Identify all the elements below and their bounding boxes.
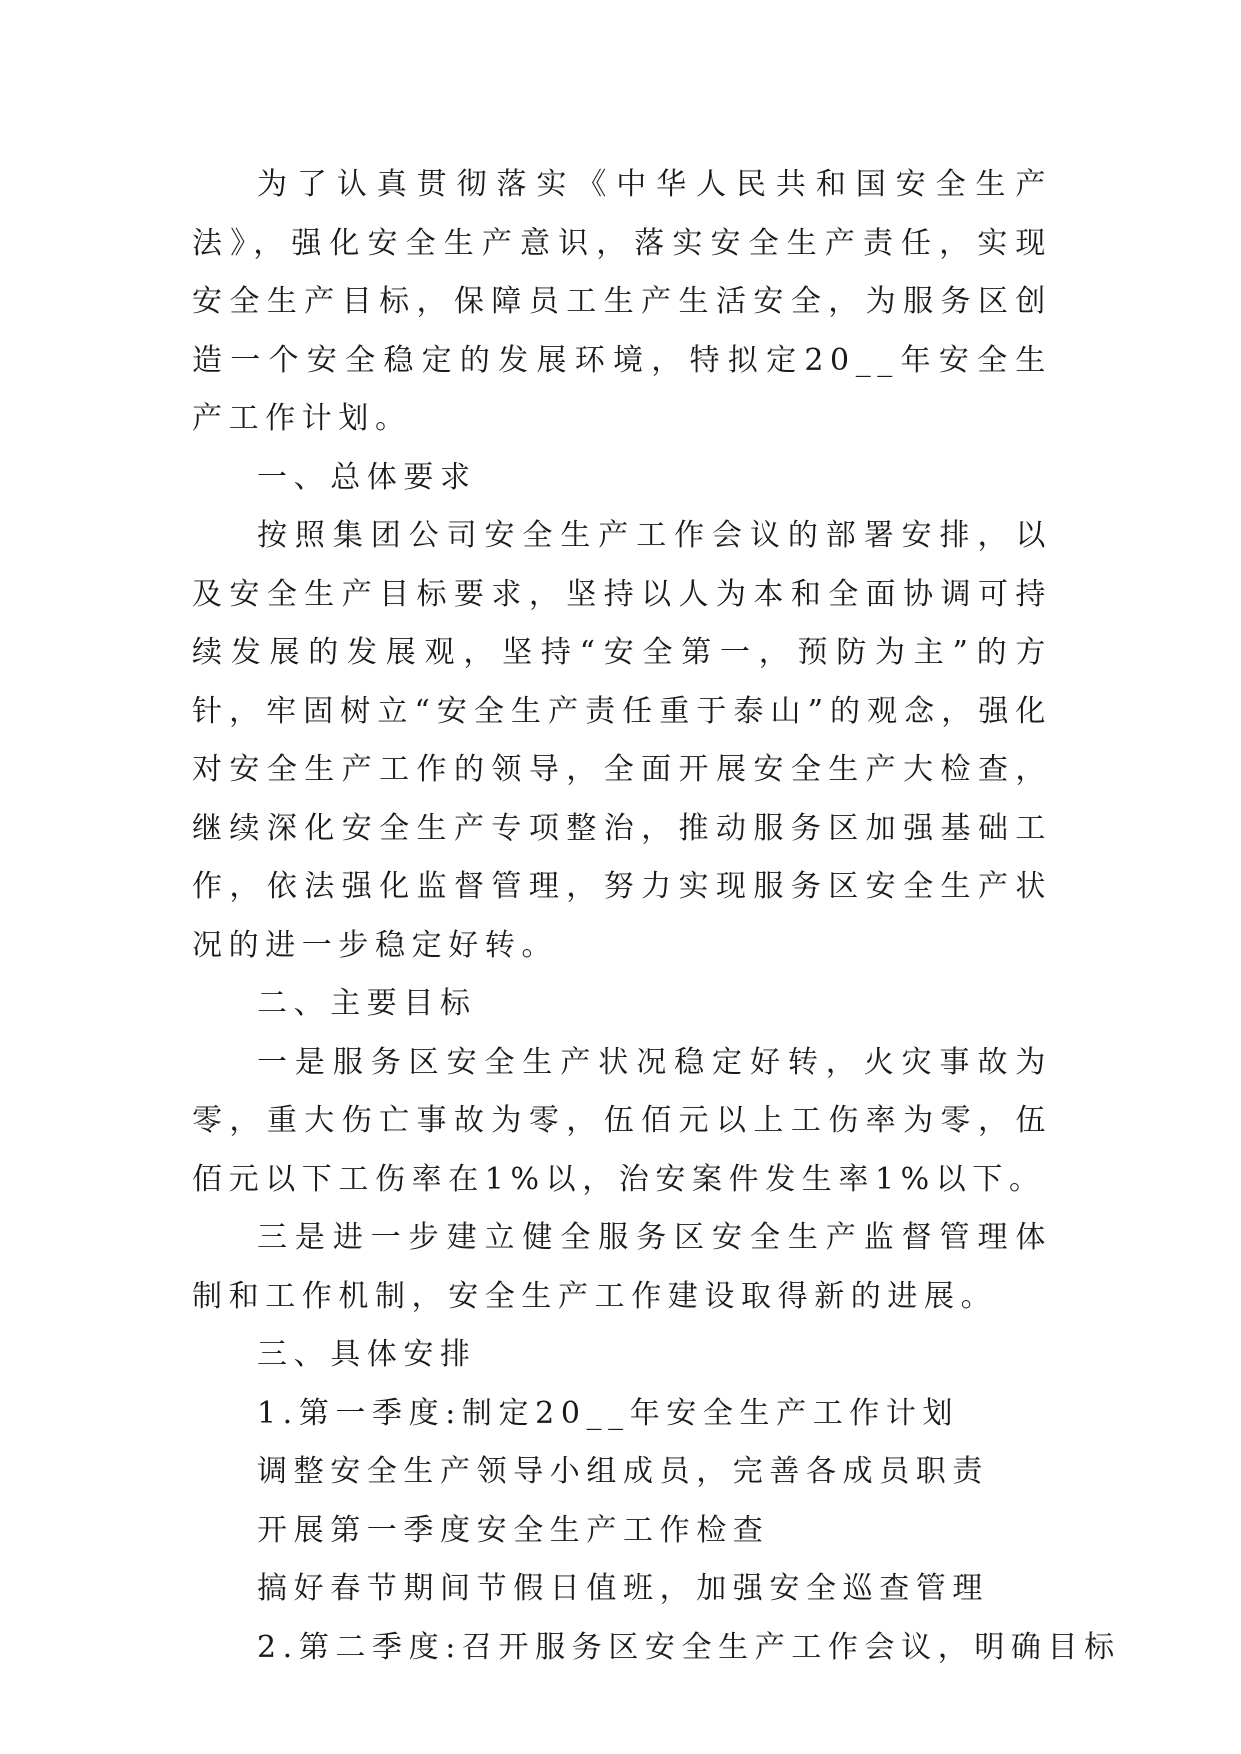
q2-title: 2.第二季度:召开服务区安全生产工作会议，明确目标 [257, 1629, 1121, 1665]
section2-goal-3: 三是进一步建立健全服务区安全生产监督管理体制和工作机制，安全生产工作建设取得新的进展。 [192, 1220, 1052, 1314]
section1-heading: 一、总体要求 [257, 459, 477, 495]
section1-body: 按照集团公司安全生产工作会议的部署安排，以及安全生产目标要求，坚持以人为本和全面协调可持续发展的发展观，坚持“安全第一，预防为主”的方针，牢固树立“安全生产责任重于泰山”的观念，强化对安全生产工作的领导，全面开展安全生产大检查，继续深化安全生产专项整治，推动服务区加强基础工作，依法强化监督管理，努力实现服务区安全生产状况的进一步稳定好转。 [192, 518, 1052, 963]
q1-item-2: 开展第一季度安全生产工作检查 [257, 1512, 770, 1548]
q1-item-1: 调整安全生产领导小组成员，完善各成员职责 [257, 1454, 989, 1489]
q1-item-3: 搞好春节期间节假日值班，加强安全巡查管理 [257, 1571, 989, 1606]
section3-heading: 三、具体安排 [257, 1337, 477, 1372]
document-body [192, 156, 1121, 1677]
section2-goal-1: 一是服务区安全生产状况稳定好转，火灾事故为零，重大伤亡事故为零，伍佰元以上工伤率为零，伍佰元以下工伤率在1%以，治安案件发生率1%以下。 [192, 1044, 1052, 1197]
q1-title: 1.第一季度:制定20__年安全生产工作计划 [257, 1395, 960, 1431]
intro-paragraph: 为了认真贯彻落实《中华人民共和国安全生产法》，强化安全生产意识，落实安全生产责任，实现安全生产目标，保障员工生产生活安全，为服务区创造一个安全稳定的发展环境，特拟定20__年安全生产工作计划。 [192, 167, 1052, 436]
section2-heading: 二、主要目标 [257, 986, 477, 1021]
